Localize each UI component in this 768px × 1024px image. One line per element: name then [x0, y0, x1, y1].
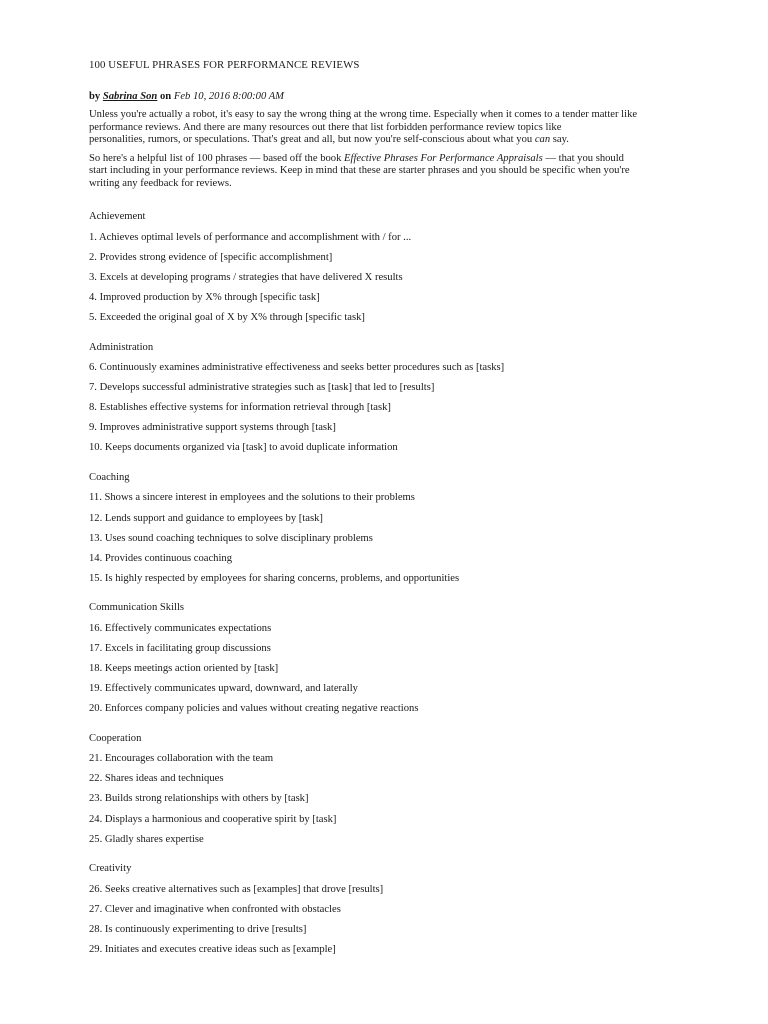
book-title: Effective Phrases For Performance Appraisals [344, 152, 543, 164]
intro-p1-end: say. [550, 134, 569, 146]
section-cooperation [89, 733, 689, 846]
section-communication-skills [89, 602, 689, 715]
publish-date: Feb 10, 2016 8:00:00 AM [173, 90, 284, 102]
phrase-item: 25. Gladly shares expertise [89, 833, 204, 845]
phrase-item: 20. Enforces company policies and values without creating negative reactions [89, 703, 419, 715]
section-creativity [89, 863, 689, 956]
phrase-item: 22. Shares ideas and techniques [89, 773, 224, 785]
phrase-item: 12. Lends support and guidance to employees by [task] [89, 512, 323, 524]
section-heading: Administration [89, 341, 154, 353]
phrase-item: 16. Effectively communicates expectations [89, 622, 272, 634]
byline [89, 91, 689, 104]
intro-p2-end: — that you should start including in your performance reviews. Keep in mind that these are starter phrases and you should be specific when you're writing any feedback for reviews. [89, 152, 630, 189]
section-heading: Achievement [89, 211, 146, 223]
author-link[interactable]: Sabrina Son [102, 90, 158, 102]
phrase-item: 29. Initiates and executes creative ideas such as [example] [89, 943, 336, 955]
phrase-item: 9. Improves administrative support systems through [task] [89, 422, 336, 434]
phrase-item: 19. Effectively communicates upward, downward, and laterally [89, 683, 358, 695]
phrase-item: 4. Improved production by X% through [specific task] [89, 292, 320, 304]
section-heading: Cooperation [89, 732, 142, 744]
phrase-item: 13. Uses sound coaching techniques to solve disciplinary problems [89, 532, 373, 544]
intro-p1-text: Unless you're actually a robot, it's easy to say the wrong thing at the wrong time. Especially when it comes to a tender matter like performance reviews. And there are many resources out there that list forbidden performance review topics like personalities, rumors, or speculations. That's great and all, but now you're self-conscious about what you [89, 109, 638, 146]
phrase-item: 26. Seeks creative alternatives such as [examples] that drove [results] [89, 883, 384, 895]
phrase-item: 24. Displays a harmonious and cooperative spirit by [task] [89, 813, 337, 825]
phrase-item: 23. Builds strong relationships with others by [task] [89, 793, 309, 805]
phrase-item: 18. Keeps meetings action oriented by [task] [89, 663, 279, 675]
phrase-item: 14. Provides continuous coaching [89, 552, 232, 564]
phrase-item: 1. Achieves optimal levels of performance and accomplishment with / for ... [89, 231, 412, 243]
byline-on: on [160, 90, 172, 102]
section-heading: Communication Skills [89, 602, 185, 614]
section-coaching [89, 472, 689, 585]
phrase-item: 17. Excels in facilitating group discussions [89, 642, 271, 654]
intro-p1-emphasis: can [534, 134, 551, 146]
phrase-item: 5. Exceeded the original goal of X by X% through [specific task] [89, 312, 365, 324]
phrase-item: 15. Is highly respected by employees for sharing concerns, problems, and opportunities [89, 572, 460, 584]
intro-p2-start: So here's a helpful list of 100 phrases — based off the book [89, 152, 345, 164]
phrase-item: 11. Shows a sincere interest in employees and the solutions to their problems [89, 492, 415, 504]
phrase-item: 10. Keeps documents organized via [task] to avoid duplicate information [89, 442, 398, 454]
phrase-item: 28. Is continuously experimenting to drive [results] [89, 923, 307, 935]
phrase-item: 21. Encourages collaboration with the team [89, 753, 274, 765]
byline-by: by [89, 90, 101, 102]
section-heading: Coaching [89, 471, 130, 483]
phrase-item: 7. Develops successful administrative strategies such as [task] that led to [results] [89, 382, 435, 394]
section-administration [89, 342, 689, 455]
section-achievement [89, 211, 689, 324]
intro-paragraph-2 [89, 153, 689, 191]
phrase-item: 6. Continuously examines administrative effectiveness and seeks better procedures such as [tasks] [89, 362, 505, 374]
phrase-item: 3. Excels at developing programs / strategies that have delivered X results [89, 271, 403, 283]
document-title: 100 USEFUL PHRASES FOR PERFORMANCE REVIEWS [89, 59, 360, 71]
phrase-sections [89, 211, 689, 956]
phrase-item: 8. Establishes effective systems for information retrieval through [task] [89, 402, 391, 414]
phrase-item: 27. Clever and imaginative when confronted with obstacles [89, 903, 341, 915]
phrase-item: 2. Provides strong evidence of [specific accomplishment] [89, 251, 333, 263]
document-page [89, 59, 689, 973]
intro-paragraph-1 [89, 109, 689, 147]
section-heading: Creativity [89, 863, 132, 875]
